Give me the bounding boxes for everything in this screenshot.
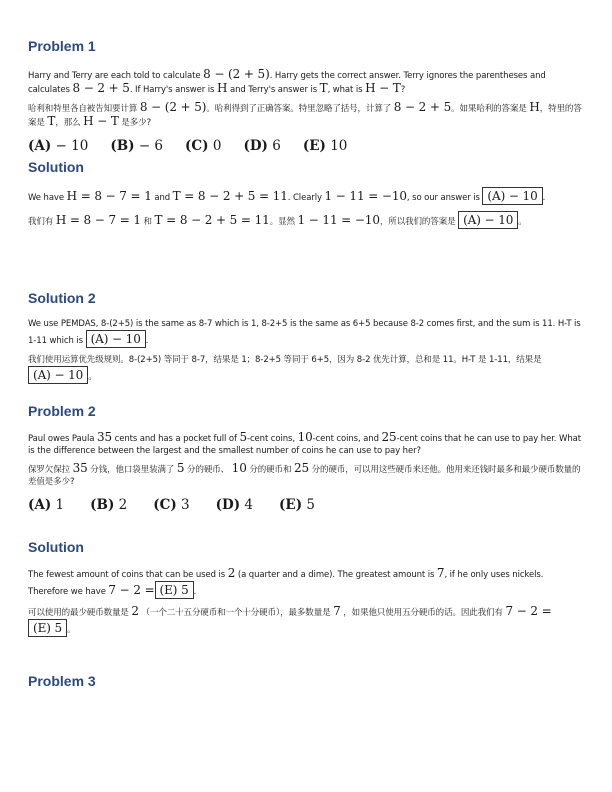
math: 25 — [293, 461, 310, 475]
text: ，所以我们的答案是 — [379, 217, 459, 227]
text: 和 — [140, 217, 155, 227]
text: , so our answer is — [406, 193, 483, 203]
text: 。如果哈利的答案是 — [451, 104, 530, 114]
math: 7 − 2 = — [505, 604, 552, 618]
text: We have — [28, 193, 67, 203]
problem-2-choices — [28, 497, 584, 513]
math: 5 — [176, 461, 185, 475]
choice-value: 3 — [181, 497, 190, 513]
choice-letter: (A) — [28, 497, 52, 513]
text: -cent coins, and — [312, 434, 382, 444]
math: H = 8 − 7 = 1 — [66, 189, 152, 203]
math: 8 − (2 + 5) — [203, 67, 270, 81]
choice-letter: (E) — [302, 138, 326, 154]
text: （一个二十五分硬币和一个十分硬币），最多数量是 — [138, 608, 334, 618]
text: . Harry gets the correct answer. Terry ignores the parentheses and calculates — [28, 71, 546, 95]
math: H — [216, 81, 228, 95]
choice-b — [110, 138, 163, 154]
text: 保罗欠保拉 — [28, 465, 73, 475]
solution-2-section — [28, 290, 584, 384]
text: 。显然 — [269, 217, 298, 227]
choice-letter: (B) — [90, 497, 115, 513]
choice-letter: (D) — [243, 138, 268, 154]
math: T = 8 − 2 + 5 = 11 — [172, 189, 288, 203]
choice-value: 0 — [212, 138, 222, 154]
math: 1 − 11 = −10 — [297, 213, 380, 227]
math: T = 8 − 2 + 5 = 11 — [154, 213, 270, 227]
text: and Terry's answer is — [227, 85, 320, 95]
math: 35 — [72, 461, 88, 475]
choice-a — [28, 138, 88, 154]
math: 8 − 2 + 5 — [72, 81, 130, 95]
text: 哈利和特里各自被告知要计算 — [28, 104, 140, 114]
choice-letter: (E) — [279, 497, 303, 513]
text: 。哈利得到了正确答案。特里忽略了括号，计算了 — [206, 104, 394, 114]
text: 可以使用的最少硬币数量是 — [28, 608, 132, 618]
answer-box: (A) − 10 — [28, 366, 88, 384]
text: 分的硬币和 — [246, 465, 294, 475]
choice-e — [303, 138, 348, 154]
solution-3-text-zh — [28, 605, 584, 637]
problem-1-section — [28, 38, 584, 154]
solution-2-text-en — [28, 318, 584, 348]
choice-e — [279, 497, 315, 513]
solution-1-heading: Solution — [28, 159, 84, 175]
math: 35 — [96, 430, 113, 444]
text: -cent coins, — [247, 434, 298, 444]
text: 。 — [518, 217, 527, 227]
answer-box: (A) − 10 — [458, 211, 518, 229]
text: . Clearly — [287, 193, 325, 203]
text: . If Harry's answer is — [129, 85, 217, 95]
text: . — [193, 587, 197, 597]
text: ，如果他只使用五分硬币的话。因此我们有 — [340, 608, 506, 618]
problem-1-heading: Problem 1 — [28, 38, 96, 54]
math: 10 — [231, 461, 247, 475]
choice-b — [90, 497, 127, 513]
text: -cent coins that he can use to pay her. What is the difference between the largest and the smallest number of coins he can use to pay her? — [28, 434, 581, 456]
problem-2-section — [28, 403, 584, 513]
text: Paul owes Paula — [28, 434, 97, 444]
text: and — [151, 193, 173, 203]
text: ? — [400, 85, 406, 95]
solution-3-section — [28, 539, 584, 637]
choice-letter: (C) — [185, 138, 209, 154]
math: T — [47, 114, 56, 128]
math: T — [319, 81, 328, 95]
choice-value: − 10 — [55, 138, 89, 154]
math: 1 − 11 = −10 — [324, 189, 407, 203]
math: 7 − 2 = — [108, 583, 155, 597]
solution-2-heading: Solution 2 — [28, 290, 96, 306]
solution-3-text-en — [28, 567, 584, 599]
solution-2-text-zh — [28, 354, 584, 384]
choice-value: 5 — [306, 497, 315, 513]
text: . — [145, 336, 149, 346]
answer-box: (A) − 10 — [86, 330, 146, 348]
math: H − T — [83, 114, 119, 128]
text: 。 — [67, 625, 76, 635]
text: 分的硬币、 — [184, 465, 232, 475]
choice-value: 6 — [272, 138, 281, 154]
text: We use PEMDAS, 8-(2+5) is the same as 8-7 which is 1, 8-2+5 is the same as 6+5 because 8-2 comes first, and the sum is 11. H-T is 1-11 which is — [28, 319, 581, 346]
choice-letter: (D) — [215, 497, 241, 513]
math: 7 — [436, 566, 445, 580]
solution-1-text-zh — [28, 211, 584, 229]
text: 是多少? — [118, 118, 151, 128]
choice-value: 10 — [330, 138, 348, 154]
problem-1-choices — [28, 138, 584, 154]
problem-2-text-zh — [28, 462, 584, 488]
text: ，那么 — [55, 118, 84, 128]
answer-box: (E) 5 — [28, 619, 67, 637]
text: (a quarter and a dime). The greatest amount is — [235, 570, 437, 580]
text: Harry and Terry are each told to calculate — [28, 71, 204, 81]
answer-box: (E) 5 — [155, 581, 194, 599]
math: 10 — [297, 430, 313, 444]
math: H − T — [365, 81, 401, 95]
problem-3-section — [28, 673, 584, 689]
text: 。 — [88, 372, 97, 382]
answer-box: (A) − 10 — [482, 187, 542, 205]
math: 25 — [381, 430, 397, 444]
text: ，特里的答案是 — [28, 104, 582, 128]
math: H — [529, 100, 540, 114]
text: The fewest amount of coins that can be used is — [28, 570, 228, 580]
text: 我们使用运算优先级规则。8-(2+5) 等同于 8-7，结果是 1；8-2+5 等同于 6+5，因为 8-2 优先计算，总和是 11。H-T 是 1-11，结果是 — [28, 355, 542, 365]
math: H = 8 − 7 = 1 — [55, 213, 141, 227]
text: 分的硬币，可以用这些硬币来还他。他用来还钱时最多和最少硬币数量的差值是多少? — [28, 465, 581, 487]
choice-value: 1 — [55, 497, 65, 513]
math: 8 − (2 + 5) — [139, 100, 207, 114]
math: 5 — [239, 430, 248, 444]
text: , what is — [327, 85, 366, 95]
problem-3-heading: Problem 3 — [28, 673, 96, 689]
math: 7 — [333, 604, 341, 618]
text: 我们有 — [28, 217, 56, 227]
choice-letter: (C) — [153, 497, 177, 513]
choice-d — [243, 138, 280, 154]
problem-2-text-en — [28, 431, 584, 457]
text: cents and has a pocket full of — [112, 434, 240, 444]
math: 8 − 2 + 5 — [393, 100, 452, 114]
choice-c — [185, 138, 221, 154]
choice-letter: (B) — [110, 138, 135, 154]
solution-1-text-en — [28, 187, 584, 205]
choice-letter: (A) — [28, 138, 52, 154]
text: , if he only uses nickels. Therefore we have — [28, 570, 544, 597]
problem-1-text-zh — [28, 101, 584, 129]
solution-3-heading: Solution — [28, 539, 84, 555]
solution-1-section — [28, 159, 584, 229]
choice-a — [28, 497, 64, 513]
text: . — [542, 193, 546, 203]
problem-2-heading: Problem 2 — [28, 403, 96, 419]
choice-value: 4 — [244, 497, 254, 513]
problem-1-text-en — [28, 68, 584, 96]
choice-value: − 6 — [138, 138, 164, 154]
choice-c — [153, 497, 189, 513]
math: 2 — [131, 604, 139, 618]
text: 分钱，他口袋里装满了 — [87, 465, 177, 475]
math: 2 — [227, 566, 236, 580]
choice-d — [216, 497, 253, 513]
choice-value: 2 — [118, 497, 128, 513]
